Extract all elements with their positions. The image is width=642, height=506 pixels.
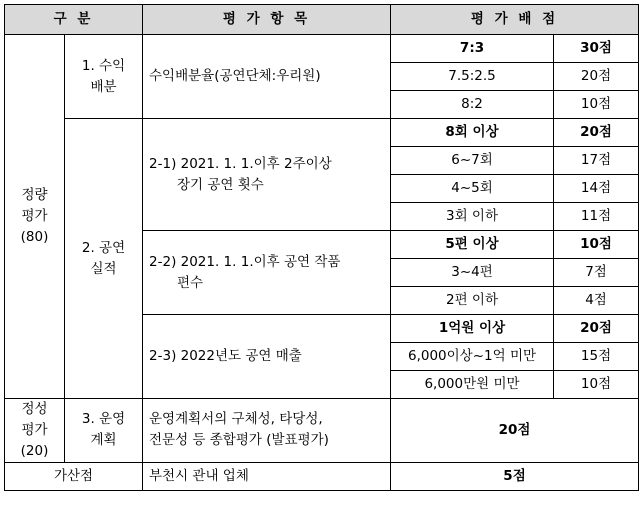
performance-category: 2. 공연 실적 xyxy=(65,119,143,399)
table-row xyxy=(5,462,639,490)
points-cell: 20점 xyxy=(554,119,639,147)
operation-item: 운영계획서의 구체성, 타당성, 전문성 등 종합평가 (발표평가) xyxy=(143,399,391,463)
points-cell: 7점 xyxy=(554,259,639,287)
performance-item-2-3: 2-3) 2022년도 공연 매출 xyxy=(143,315,391,399)
table-row xyxy=(5,119,639,147)
criteria-cell: 3~4편 xyxy=(391,259,554,287)
points-cell: 11점 xyxy=(554,203,639,231)
qualitative-label: 정성 평가 (20) xyxy=(5,399,65,463)
points-cell: 15점 xyxy=(554,343,639,371)
performance-item-2-1: 2-1) 2021. 1. 1.이후 2주이상 장기 공연 횟수 xyxy=(143,119,391,231)
bonus-item: 부천시 관내 업체 xyxy=(143,462,391,490)
criteria-cell: 6,000만원 미만 xyxy=(391,371,554,399)
profit-item: 수익배분율(공연단체:우리원) xyxy=(143,35,391,119)
table-row xyxy=(5,35,639,63)
criteria-cell: 1억원 이상 xyxy=(391,315,554,343)
points-cell: 20점 xyxy=(554,315,639,343)
header-item: 평 가 항 목 xyxy=(143,5,391,35)
profit-category: 1. 수익 배분 xyxy=(65,35,143,119)
quantitative-label: 정량 평가 (80) xyxy=(5,35,65,399)
points-cell: 17점 xyxy=(554,147,639,175)
points-cell: 10점 xyxy=(554,371,639,399)
criteria-cell: 2편 이하 xyxy=(391,287,554,315)
bonus-label: 가산점 xyxy=(5,462,143,490)
criteria-cell: 8:2 xyxy=(391,91,554,119)
points-cell: 4점 xyxy=(554,287,639,315)
evaluation-table xyxy=(4,4,639,491)
criteria-cell: 8회 이상 xyxy=(391,119,554,147)
header-category: 구 분 xyxy=(5,5,143,35)
criteria-cell: 5편 이상 xyxy=(391,231,554,259)
points-cell: 10점 xyxy=(554,91,639,119)
criteria-cell: 7:3 xyxy=(391,35,554,63)
header-row xyxy=(5,5,639,35)
criteria-cell: 4~5회 xyxy=(391,175,554,203)
performance-item-2-2: 2-2) 2021. 1. 1.이후 공연 작품 편수 xyxy=(143,231,391,315)
header-score: 평 가 배 점 xyxy=(391,5,639,35)
points-cell: 30점 xyxy=(554,35,639,63)
operation-points: 20점 xyxy=(391,399,639,463)
criteria-cell: 3회 이하 xyxy=(391,203,554,231)
table-row xyxy=(5,399,639,463)
bonus-points: 5점 xyxy=(391,462,639,490)
criteria-cell: 6,000이상~1억 미만 xyxy=(391,343,554,371)
criteria-cell: 6~7회 xyxy=(391,147,554,175)
operation-category: 3. 운영 계획 xyxy=(65,399,143,463)
points-cell: 14점 xyxy=(554,175,639,203)
points-cell: 20점 xyxy=(554,63,639,91)
criteria-cell: 7.5:2.5 xyxy=(391,63,554,91)
points-cell: 10점 xyxy=(554,231,639,259)
